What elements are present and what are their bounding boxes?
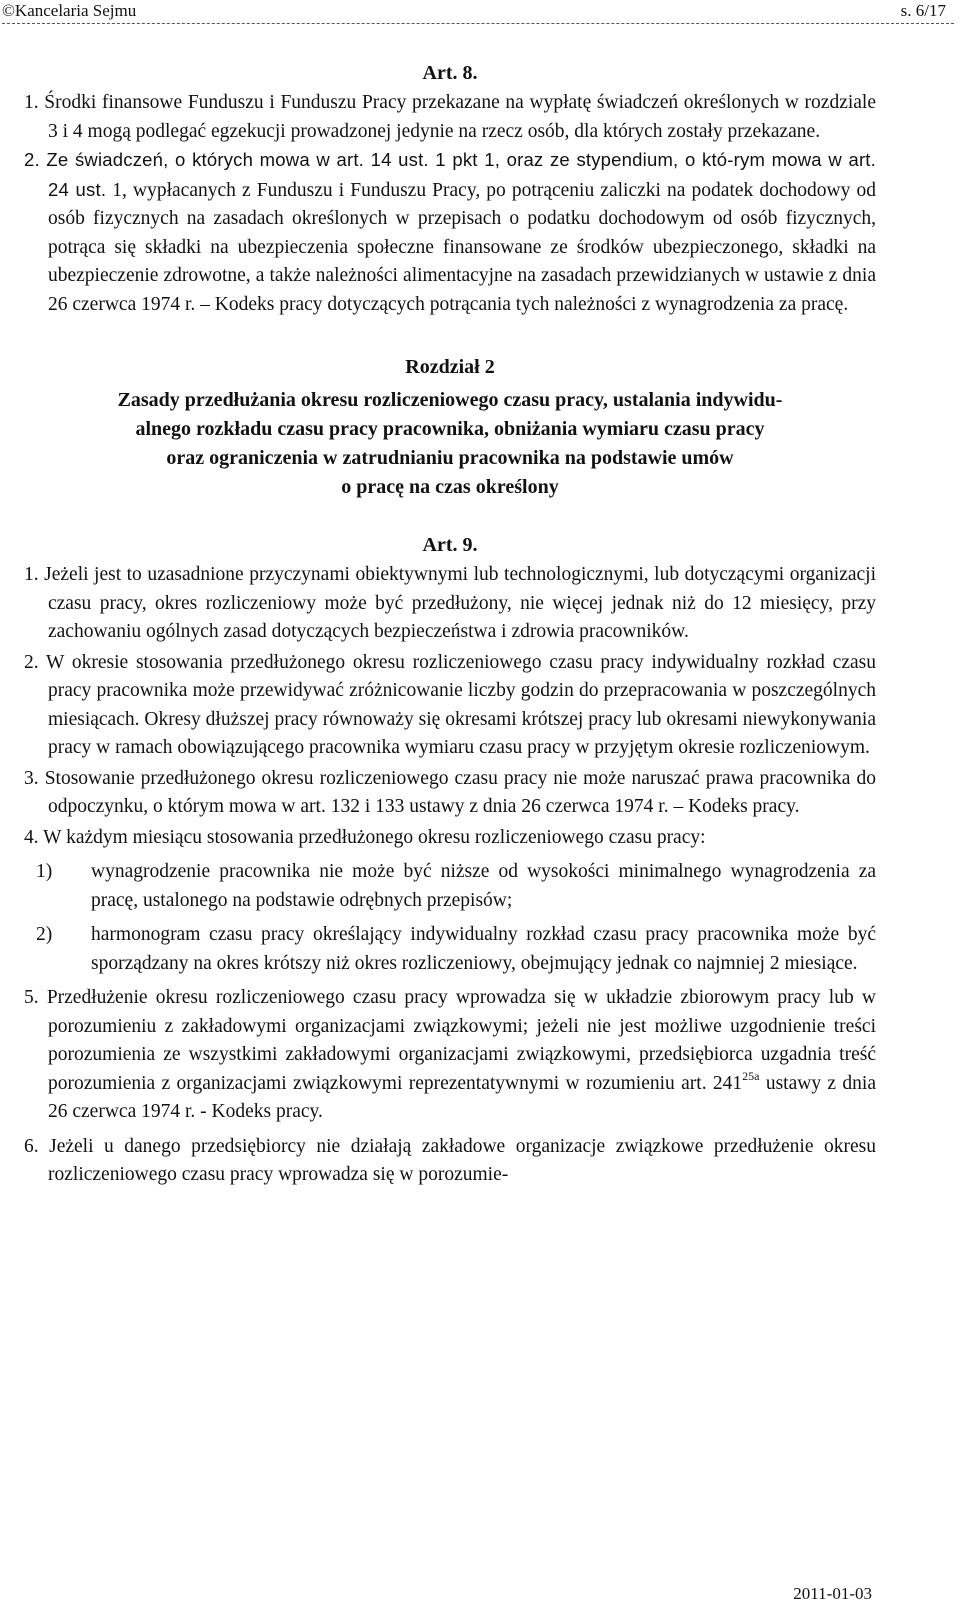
header-rule: [2, 23, 954, 24]
art9-paragraph-6: 6. Jeżeli u danego przedsiębiorcy nie działają zakładowe organizacje związkowe przedłużenie okresu rozliczeniowego czasu pracy wprowadza się w porozumie-: [24, 1135, 876, 1185]
chapter-title-line-1: Zasady przedłużania okresu rozliczeniowego czasu pracy, ustalania indywidu-: [117, 389, 783, 411]
chapter-title-line-3: oraz ograniczenia w zatrudnianiu pracownika na podstawie umów: [166, 447, 734, 469]
art9-paragraph-1: 1. Jeżeli jest to uzasadnione przyczynami obiektywnymi lub technologicznymi, lub dotyczącymi organizacji czasu pracy, okres rozliczeniowy może być przedłużony, nie więcej jednak niż do 12 miesięcy, przy zachowaniu ogólnych zasad dotyczących bezpieczeństwa i zdrowia pracowników.: [24, 564, 876, 642]
art9-paragraph-4: 4. W każdym miesiącu stosowania przedłużonego okresu rozliczeniowego czasu pracy:: [24, 826, 706, 848]
page-header: [0, 0, 960, 26]
art9-paragraph-2: 2. W okresie stosowania przedłużonego okresu rozliczeniowego czasu pracy indywidualny rozkład czasu pracy pracownika może przewidywać zróżnicowanie liczby godzin do przepracowania w poszczególnych miesiącach. Okresy dłuższej pracy równoważy się okresami krótszej pracy lub okresami niewykonywania pracy w ramach obowiązującego pracownika wymiaru czasu pracy w przyjętym okresie rozliczeniowym.: [24, 651, 876, 758]
art9-item-2: [24, 921, 876, 978]
art9-paragraph-5: [24, 984, 876, 1127]
document-body: [24, 62, 876, 1190]
footer-date: 2011-01-03: [793, 1584, 872, 1603]
art9-paragraph-3: 3. Stosowanie przedłużonego okresu rozliczeniowego czasu pracy nie może naruszać prawa pracownika do odpoczynku, o którym mowa w art. 132 i 133 ustawy z dnia 26 czerwca 1974 r. – Kodeks pracy.: [24, 767, 876, 817]
art9-paragraph-5-text: 5. Przedłużenie okresu rozliczeniowego czasu pracy wprowadza się w układzie zbiorowym pracy lub w porozumieniu z zakładowymi organizacjami związkowymi; jeżeli nie jest możliwe uzgodnienie treści porozumienia ze wszystkimi zakładowymi organizacjami związkowymi, przedsiębiorca uzgadnia treść porozumienia z organizacjami związkowymi reprezentatywnymi w rozumieniu art. 241: [24, 987, 876, 1094]
art9-item-1-text: wynagrodzenie pracownika nie może być niższe od wysokości minimalnego wynagrodzenia za pracę, ustalonego na podstawie odrębnych przepisów;: [91, 861, 876, 911]
art8-title: Art. 8.: [422, 62, 478, 84]
art9-item-2-text: harmonogram czasu pracy określający indywidualny rozkład czasu pracy pracownika może być sporządzany na okres krótszy niż okres rozliczeniowy, obejmujący jednak co najmniej 2 miesiące.: [91, 924, 876, 974]
art9-item-1-label: 1): [36, 861, 53, 882]
art9-item-1: [24, 858, 876, 915]
art8-paragraph-2-rest: 1, wypłacanych z Funduszu i Funduszu Pracy, po potrąceniu zaliczki na podatek dochodowy od osób fizycznych na zasadach określonych w przepisach o podatku dochodowym od osób fizycznych, potrąca się składki na ubezpieczenia społeczne finansowane ze środków ubezpieczonego, składki na ubezpieczenie zdrowotne, a także należności alimentacyjne na zasadach przewidzianych w ustawie z dnia 26 czerwca 1974 r. – Kodeks pracy dotyczących potrącania tych należności z wynagrodzenia za pracę.: [48, 179, 876, 315]
chapter-label: Rozdział 2: [405, 356, 495, 378]
page-number: s. 6/17: [900, 1, 946, 20]
art9-paragraph-5-tail: ustawy z dnia 26 czerwca 1974 r. - Kodeks pracy.: [48, 1072, 876, 1122]
chapter-title-line-4: o pracę na czas określony: [341, 476, 559, 498]
art8-paragraph-2: [24, 146, 876, 319]
art9-item-2-label: 2): [36, 924, 53, 945]
source-label: ©Kancelaria Sejmu: [2, 1, 137, 20]
chapter-title-line-2: alnego rozkładu czasu pracy pracownika, obniżania wymiaru czasu pracy: [135, 418, 765, 440]
art9-paragraph-5-superscript: 25a: [742, 1068, 760, 1083]
art9-title: Art. 9.: [422, 534, 478, 556]
art8-paragraph-2-sans: 2. Ze świadczeń, o których mowa w art. 14 ust. 1 pkt 1, oraz ze stypendium, o któ-rym mowa w art. 24 ust.: [24, 149, 876, 200]
art8-paragraph-1: 1. Środki finansowe Funduszu i Funduszu Pracy przekazane na wypłatę świadczeń określonych w rozdziale 3 i 4 mogą podlegać egzekucji prowadzonej jedynie na rzecz osób, dla których zostały przekazane.: [24, 92, 876, 142]
